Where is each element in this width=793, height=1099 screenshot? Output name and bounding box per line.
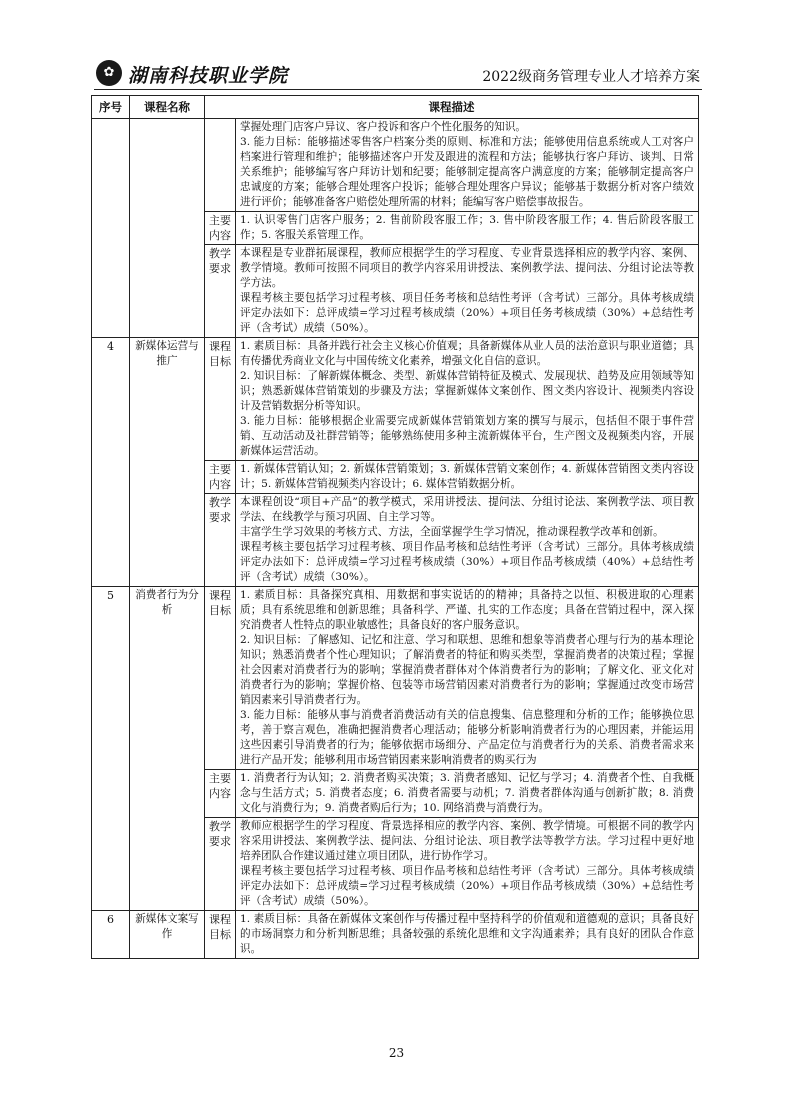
goal-label: 课程目标	[205, 587, 236, 770]
course-goal-cell	[236, 338, 699, 461]
course-content-cell: 1. 消费者行为认知；2. 消费者购买决策；3. 消费者感知、记忆与学习；4. 消费者个性、自我概念与生活方式；5. 消费者态度；6. 消费者需要与动机；7. 消费者群体沟通与创新扩散；8. 消费文化与消费行为；9. 消费者购后行为；10. 网络消费与消费行为。	[236, 770, 699, 818]
goal-label: 课程目标	[205, 911, 236, 959]
requirement-paragraph: 本课程是专业群拓展课程，教师应根据学生的学习程度、专业背景选择相应的教学内容、案例、教学情境。教师可按照不同项目的教学内容采用讲授法、案例教学法、提问法、分组讨论法等教学方法。	[240, 247, 694, 289]
content-label: 主要内容	[205, 770, 236, 818]
header-number: 序号	[92, 96, 130, 119]
requirement-paragraph: 课程考核主要包括学习过程考核、项目作品考核和总结性考评（含考试）三部分。具体考核成绩评定办法如下：总评成绩=学习过程考核成绩（30%）+项目作品考核成绩（40%）+总结性考评（含考试）成绩（30%）。	[240, 541, 694, 583]
goal-paragraph: 2. 知识目标：了解新媒体概念、类型、新媒体营销特征及模式、发展现状、趋势及应用领域等知识；熟悉新媒体营销策划的步骤及方法；掌握新媒体文案创作、图文类内容设计、视频类内容设计及营销数据分析等知识。	[240, 370, 694, 412]
table-row	[92, 911, 699, 959]
goal-paragraph: 2. 知识目标：了解感知、记忆和注意、学习和联想、思维和想象等消费者心理与行为的基本理论知识；熟悉消费者个性心理知识；了解消费者的特征和购买类型，掌握消费者的决策过程；掌握社会因素对消费者行为的影响；掌握消费者群体对个体消费者行为的影响；了解文化、亚文化对消费者行为的影响；掌握价格、包装等市场营销因素对消费者行为的影响；掌握通过改变市场营销因素来引导消费者行为。	[240, 634, 694, 706]
row-number: 5	[92, 587, 130, 911]
header-course-name: 课程名称	[130, 96, 205, 119]
course-requirements-cell	[236, 818, 699, 911]
school-logo-text: 湖南科技职业学院	[128, 65, 289, 87]
page-number: 23	[388, 1046, 405, 1060]
table-row	[92, 119, 699, 212]
row-number: 4	[92, 338, 130, 587]
requirements-label: 教学要求	[205, 494, 236, 587]
table-row	[92, 338, 699, 461]
goal-paragraph: 掌握处理门店客户异议、客户投诉和客户个性化服务的知识。	[240, 121, 527, 133]
content-label: 主要内容	[205, 212, 236, 245]
course-content-cell: 1. 新媒体营销认知；2. 新媒体营销策划；3. 新媒体营销文案创作；4. 新媒体营销图文类内容设计；5. 新媒体营销视频类内容设计；6. 媒体营销数据分析。	[236, 461, 699, 494]
course-goal-cell	[236, 119, 699, 212]
course-name: 新媒体运营与推广	[130, 338, 205, 587]
row-number: 6	[92, 911, 130, 959]
school-emblem-icon: ✿	[96, 60, 122, 86]
requirement-paragraph: 本课程创设“项目+产品”的教学模式，采用讲授法、提问法、分组讨论法、案例教学法、项目教学法、在线教学与预习巩固、自主学习等。	[240, 496, 694, 523]
goal-paragraph: 1. 素质目标：具备并践行社会主义核心价值观；具备新媒体从业人员的法治意识与职业道德；具有传播优秀商业文化与中国传统文化素养，增强文化自信的意识。	[240, 340, 694, 367]
page-header	[94, 58, 702, 90]
course-table	[91, 95, 699, 959]
document-title: 2022级商务管理专业人才培养方案	[482, 69, 700, 85]
goal-paragraph: 1. 素质目标：具备探究真相、用数据和事实说话的的精神；具备持之以恒、积极进取的心理素质；具有系统思维和创新思维；具备科学、严谨、扎实的工作态度；具备在营销过程中，深入探究消费者人性特点的职业敏感性；具备良好的客户服务意识。	[240, 589, 694, 631]
course-goal-cell: 1. 素质目标：具备在新媒体文案创作与传播过程中坚持科学的价值观和道德观的意识；具备良好的市场洞察力和分析判断思维；具备较强的系统化思维和文字沟通素养；具有良好的团队合作意识。	[236, 911, 699, 959]
content-label: 主要内容	[205, 461, 236, 494]
table-row	[92, 587, 699, 770]
requirements-label: 教学要求	[205, 245, 236, 338]
goal-paragraph: 3. 能力目标：能够从事与消费者消费活动有关的信息搜集、信息整理和分析的工作；能够换位思考，善于察言观色，准确把握消费者心理活动；能够分析影响消费者行为的心理因素，并能运用这些因素引导消费者的行为；能够依据市场细分、产品定位与消费者行为的关系、消费者需求来进行产品开发；能够利用市场营销因素来影响消费者的购买行为	[240, 709, 694, 766]
course-name: 消费者行为分析	[130, 587, 205, 911]
header-course-description: 课程描述	[205, 96, 699, 119]
row-number-cell	[92, 119, 130, 338]
requirement-paragraph: 课程考核主要包括学习过程考核、项目作品考核和总结性考评（含考试）三部分。具体考核成绩评定办法如下：总评成绩=学习过程考核成绩（20%）+项目作品考核成绩（30%）+总结性考评（含考试）成绩（50%）。	[240, 865, 694, 907]
requirement-paragraph: 丰富学生学习效果的考核方式、方法，全面掌握学生学习情况，推动课程教学改革和创新。	[240, 526, 664, 538]
goal-label: 课程目标	[205, 338, 236, 461]
course-goal-cell	[236, 587, 699, 770]
header-divider	[94, 89, 702, 90]
goal-paragraph: 3. 能力目标：能够描述零售客户档案分类的原则、标准和方法；能够使用信息系统或人工对客户档案进行管理和维护；能够描述客户开发及跟进的流程和方法；能够执行客户拜访、谈判、日常关系维护；能够编写客户拜访计划和纪要；能够制定提高客户满意度的方案；能够制定提高客户忠诚度的方案；能够合理处理客户投诉；能够合理处理客户异议；能够基于数据分析对客户绩效进行评价；能够准备客户赔偿处理所需的材料；能编写客户赔偿事故报告。	[240, 136, 694, 208]
course-requirements-cell	[236, 494, 699, 587]
course-name: 新媒体文案写作	[130, 911, 205, 959]
course-requirements-cell	[236, 245, 699, 338]
requirement-paragraph: 课程考核主要包括学习过程考核、项目任务考核和总结性考评（含考试）三部分。具体考核成绩评定办法如下：总评成绩=学习过程考核成绩（20%）+项目任务考核成绩（30%）+总结性考评（含考试）成绩（50%）。	[240, 292, 694, 334]
goal-label-cell	[205, 119, 236, 212]
course-content-cell: 1. 认识零售门店客户服务；2. 售前阶段客服工作；3. 售中阶段客服工作；4. 售后阶段客服工作；5. 客服关系管理工作。	[236, 212, 699, 245]
requirement-paragraph: 教师应根据学生的学习程度、背景选择相应的教学内容、案例、教学情境。可根据不同的教学内容采用讲授法、案例教学法、提问法、分组讨论法、项目教学法等教学方法。学习过程中更好地培养团队合作建议通过建立项目团队，进行协作学习。	[240, 820, 694, 862]
table-header-row	[92, 96, 699, 119]
goal-paragraph: 3. 能力目标：能够根据企业需要完成新媒体营销策划方案的撰写与展示，包括但不限于事件营销、互动活动及社群营销等；能够熟练使用多种主流新媒体平台，生产图文及视频类内容，开展新媒体运营活动。	[240, 415, 694, 457]
requirements-label: 教学要求	[205, 818, 236, 911]
course-name-cell	[130, 119, 205, 338]
